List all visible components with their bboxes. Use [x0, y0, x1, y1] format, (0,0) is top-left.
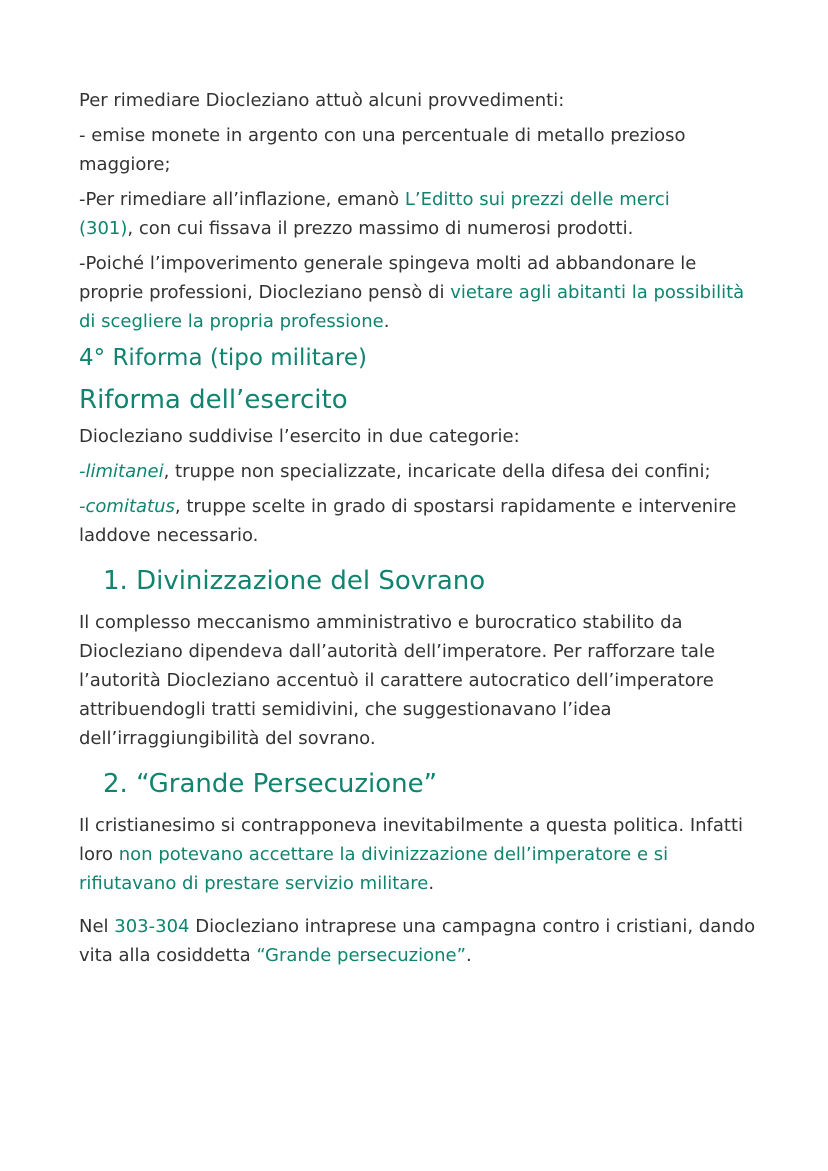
christianity-lead: Il cristianesimo si contrapponeva inevitabilmente a questa politica. Infatti loro — [79, 815, 744, 865]
riforma-heading: 4° Riforma (tipo militare) — [79, 345, 367, 371]
christianity-end: . — [428, 873, 435, 894]
professions-lead: -Poiché l’impoverimento generale spingeva molti ad abbandonare le proprie professioni, Diocleziano pensò di — [79, 253, 697, 303]
professions-highlight: vietare agli abitanti la possibilità di scegliere la propria professione — [79, 282, 745, 332]
persecution-end: . — [465, 945, 472, 966]
section2-heading — [79, 767, 759, 801]
measure-edict — [79, 185, 759, 243]
section2-number: 2. — [103, 769, 128, 799]
document-page — [79, 86, 759, 970]
limitanei-term: limitanei — [85, 461, 164, 482]
comitatus-dash: - — [79, 496, 86, 517]
section1-number: 1. — [103, 566, 128, 596]
christianity-highlight: non potevano accettare la divinizzazione dell’imperatore e si rifiutavano di prestare servizio militare — [79, 844, 669, 894]
comitatus-item — [79, 492, 759, 550]
measure-professions — [79, 249, 759, 336]
persecution-mid: Diocleziano intraprese una campagna contro i cristiani, dando vita alla cosiddetta — [79, 916, 756, 966]
section1-heading — [79, 564, 759, 598]
riforma-subheading: Riforma dell’esercito — [79, 385, 348, 415]
section2-paragraph-1 — [79, 811, 759, 898]
persecution-lead: Nel — [79, 916, 115, 937]
section2-paragraph-2 — [79, 912, 759, 970]
limitanei-item — [79, 457, 759, 486]
persecution-name: “Grande persecuzione” — [256, 945, 466, 966]
comitatus-desc: , truppe scelte in grado di spostarsi rapidamente e intervenire laddove necessario. — [79, 496, 737, 546]
limitanei-dash: - — [79, 461, 86, 482]
edict-lead: -Per rimediare all’inflazione, emanò — [79, 189, 405, 210]
intro-paragraph: Per rimediare Diocleziano attuò alcuni provvedimenti: — [79, 90, 565, 111]
persecution-years: 303-304 — [114, 916, 190, 937]
professions-end: . — [383, 311, 390, 332]
section1-paragraph: Il complesso meccanismo amministrativo e burocratico stabilito da Diocleziano dipendeva dall’autorità dell’imperatore. Per rafforzare tale l’autorità Diocleziano accentuò il carattere autocratico dell’imperatore attribuendogli tratti semidivini, che suggestionavano l’idea dell’irraggiungibilità del sovrano. — [79, 612, 715, 749]
edict-title: L’Editto sui prezzi delle merci — [404, 189, 670, 210]
comitatus-term: comitatus — [85, 496, 175, 517]
edict-rest: , con cui fissava il prezzo massimo di numerosi prodotti. — [127, 218, 634, 239]
measure-coins: - emise monete in argento con una percentuale di metallo prezioso maggiore; — [79, 125, 686, 175]
limitanei-desc: , truppe non specializzate, incaricate della difesa dei confini; — [163, 461, 711, 482]
edict-year: (301) — [79, 218, 128, 239]
section2-title: “Grande Persecuzione” — [136, 769, 438, 799]
section1-title: Divinizzazione del Sovrano — [136, 566, 486, 596]
riforma-intro: Diocleziano suddivise l’esercito in due categorie: — [79, 426, 520, 447]
